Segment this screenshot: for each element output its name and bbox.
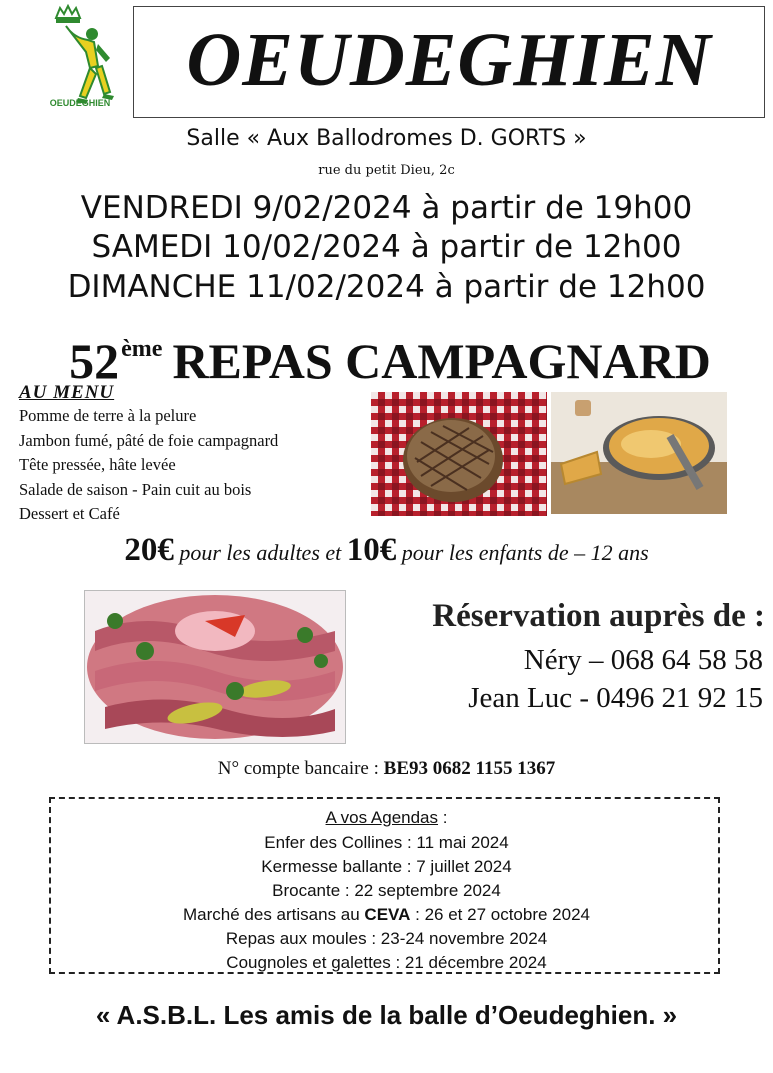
event-name: REPAS CAMPAGNARD (172, 333, 711, 389)
agenda-item (0, 927, 773, 951)
ball-player-icon (66, 26, 114, 104)
event-ordinal: ème (121, 336, 163, 362)
agenda-title-text: A vos Agendas (325, 808, 439, 827)
agenda-item-venue: CEVA (364, 905, 411, 924)
agenda-item-text: Repas aux moules : 23-24 novembre 2024 (225, 929, 548, 948)
event-title (0, 316, 773, 394)
adult-price: 20€ (124, 532, 174, 568)
event-number: 52 (69, 333, 120, 389)
venue-address: rue du petit Dieu, 2c (318, 163, 455, 178)
menu-item: Pomme de terre à la pelure (19, 406, 197, 425)
agenda-item (0, 831, 773, 855)
date-saturday: SAMEDI 10/02/2024 à partir de 12h00 (91, 229, 682, 265)
agenda-item-text: Marché des artisans au (183, 905, 365, 924)
quiche-photo (551, 392, 727, 514)
menu-heading: AU MENU (19, 382, 115, 403)
agenda-item-date: : 26 et 27 octobre 2024 (410, 905, 590, 924)
reservation-label: Réservation auprès de : (432, 598, 765, 634)
crown-icon (56, 6, 80, 23)
menu-item: Dessert et Café (19, 504, 120, 523)
agenda-item-text: Kermesse ballante : 7 juillet 2024 (261, 857, 512, 876)
adult-price-text: pour les adultes et (173, 540, 347, 565)
date-friday: VENDREDI 9/02/2024 à partir de 19h00 (80, 190, 693, 226)
venue-name: Salle « Aux Ballodromes D. GORTS » (186, 126, 587, 151)
page-title: OEUDEGHIEN (186, 18, 712, 102)
contact-jean-luc: Jean Luc - 0496 21 92 15 (468, 682, 763, 714)
agenda-item-text: Brocante : 22 septembre 2024 (272, 881, 501, 900)
agenda-title (0, 808, 773, 828)
agenda-item (0, 855, 773, 879)
date-sunday: DIMANCHE 11/02/2024 à partir de 12h00 (67, 269, 706, 305)
bank-account (0, 758, 773, 780)
agenda-item (0, 903, 773, 927)
contact-nery: Néry – 068 64 58 58 (523, 644, 763, 676)
agenda-item (0, 879, 773, 903)
cold-cuts-photo (84, 590, 346, 744)
menu-item: Salade de saison - Pain cuit au bois (19, 480, 252, 499)
agenda-item-text: Cougnoles et galettes : 21 décembre 2024 (226, 953, 547, 972)
menu-item: Tête pressée, hâte levée (19, 455, 176, 474)
price-line (0, 528, 773, 575)
menu-item: Jambon fumé, pâté de foie campagnard (19, 431, 279, 450)
child-price: 10€ (346, 532, 397, 568)
agenda-title-colon: : (438, 808, 448, 827)
bread-photo (371, 392, 547, 516)
bank-iban: BE93 0682 1155 1367 (383, 758, 556, 779)
agenda-item-text: Enfer des Collines : 11 mai 2024 (264, 833, 509, 852)
bank-label: N° compte bancaire : (217, 758, 384, 779)
logo-caption: OEUDEGHIEN (49, 98, 111, 108)
agenda-item (0, 951, 773, 975)
organizer-footer: « A.S.B.L. Les amis de la balle d’Oeudeghien. » (95, 1000, 678, 1030)
child-price-text: pour les enfants de – 12 ans (396, 540, 649, 565)
